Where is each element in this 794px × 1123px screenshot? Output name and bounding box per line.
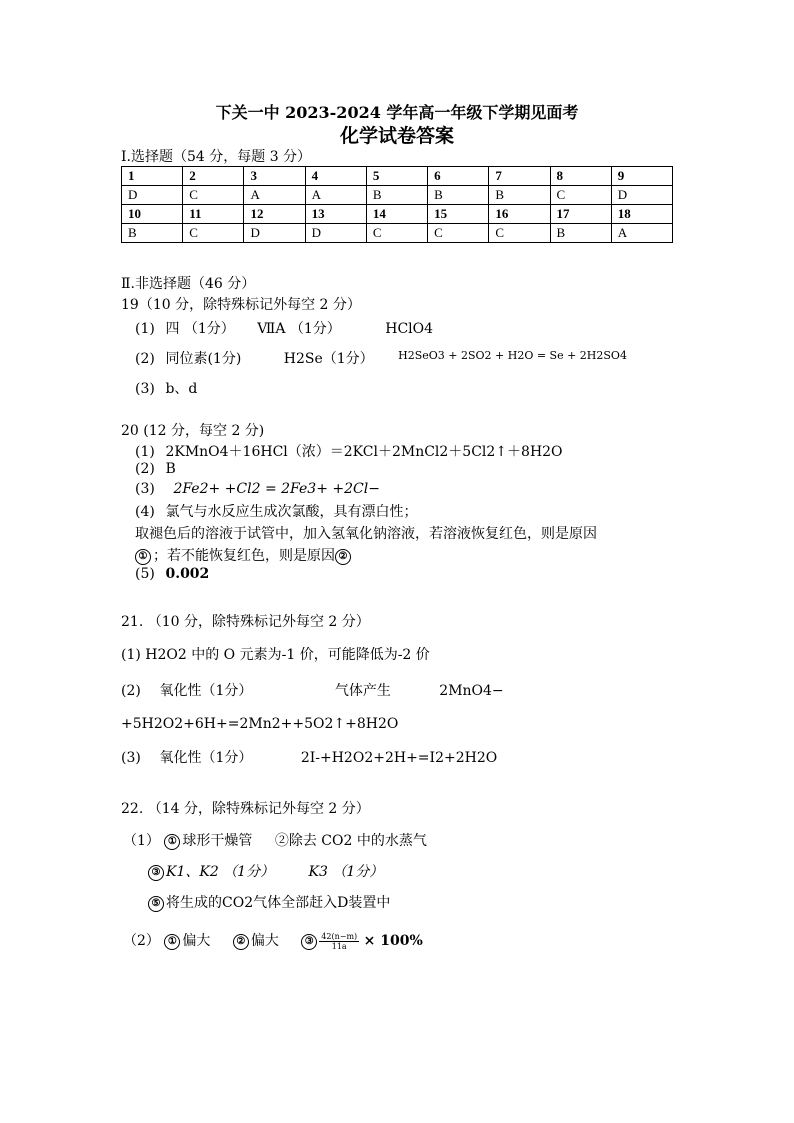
q22-p1-e: 将生成的CO2气体全部赶入D装置中 [166, 895, 391, 911]
q21-p2-label: (2) [121, 683, 141, 699]
circled-5: ⑤ [148, 896, 164, 912]
q20-part5 [135, 566, 209, 582]
table-cell: D [611, 186, 672, 205]
table-cell: 14 [366, 205, 427, 224]
q20-p4-a: 氯气与水反应生成次氯酸，具有漂白性； [165, 504, 418, 520]
circled-1: ① [164, 934, 180, 950]
table-cell: A [244, 186, 305, 205]
q20-heading: 20 (12 分，每空 2 分) [121, 423, 265, 439]
table-cell: 1 [122, 167, 183, 186]
q19-p1-label: (1) [135, 321, 155, 337]
table-cell: B [489, 186, 550, 205]
q20-p1-label: (1) [135, 444, 155, 460]
fraction [319, 932, 359, 951]
q19-part3 [135, 378, 197, 398]
table-cell: 16 [489, 205, 550, 224]
q21-p3-label: (3) [121, 750, 141, 766]
q22-p1-b: ②除去 CO2 中的水蒸气 [274, 833, 427, 849]
table-cell: 9 [611, 167, 672, 186]
q19-p1-a: 四 （1分） [165, 321, 235, 337]
q19-p1-c: HClO4 [385, 321, 434, 337]
fraction-denominator: 11a [331, 941, 347, 951]
q21-p2-a: 氧化性（1分） [159, 683, 253, 699]
circled-1: ① [164, 834, 180, 850]
q20-part4 [135, 501, 417, 521]
circled-3: ③ [301, 934, 317, 950]
q20-p3-label: (3) [135, 481, 155, 497]
q20-p5-label: (5) [135, 566, 155, 582]
q22-p1-e-row [148, 892, 390, 912]
circled-3: ③ [148, 865, 164, 881]
table-cell: 6 [428, 167, 489, 186]
table-cell: C [428, 224, 489, 243]
table-cell: 17 [550, 205, 611, 224]
table-cell: 10 [122, 205, 183, 224]
table-cell: 5 [366, 167, 427, 186]
table-cell: B [428, 186, 489, 205]
table-cell: 18 [611, 205, 672, 224]
q19-p2-c: H2SeO3 + 2SO2 + H2O = Se + 2H2SO4 [398, 349, 627, 362]
table-cell: D [305, 224, 366, 243]
q22-part2 [123, 930, 423, 951]
q22-heading: 22. （14 分，除特殊标记外每空 2 分） [121, 801, 370, 817]
q20-p2-a: B [165, 461, 176, 477]
q19-p2-label: (2) [135, 351, 155, 367]
table-cell: 12 [244, 205, 305, 224]
q22-p2-c-tail: × 100% [363, 933, 423, 949]
q21-heading: 21. （10 分，除特殊标记外每空 2 分） [121, 614, 370, 630]
q19-p3-label: (3) [135, 381, 155, 397]
section2-heading: Ⅱ.非选择题（46 分） [121, 276, 256, 292]
table-cell: 2 [183, 167, 244, 186]
q22-p1-c: K1、K2 （1分） [166, 864, 275, 880]
circled-1: ① [135, 549, 151, 565]
q20-part2 [135, 461, 176, 477]
table-cell: 13 [305, 205, 366, 224]
q22-p2-b: 偏大 [250, 933, 279, 949]
table-cell: 15 [428, 205, 489, 224]
table-cell: B [366, 186, 427, 205]
table-row [122, 167, 673, 186]
answer-title: 化学试卷答案 [339, 125, 454, 147]
table-cell: 4 [305, 167, 366, 186]
table-cell: 8 [550, 167, 611, 186]
answer-table [121, 166, 673, 243]
q21-p2-d: +5H2O2+6H+=2Mn2++5O2↑+8H2O [121, 716, 399, 732]
circled-2: ② [335, 549, 351, 565]
q21-part3 [121, 747, 497, 767]
q22-p1-d: K3 （1分） [308, 864, 384, 880]
q22-p1-a: 球形干燥管 [182, 833, 253, 849]
table-cell: D [244, 224, 305, 243]
q19-p2-b: H2Se（1分） [283, 351, 374, 367]
q20-p4-b: 取褪色后的溶液于试管中，加入氢氧化钠溶液，若溶液恢复红色，则是原因 [135, 526, 597, 542]
q22-p1-label: （1） [123, 833, 160, 849]
q22-p1-c-row [148, 861, 383, 881]
q19-p1-b: ⅦA （1分） [257, 321, 341, 337]
q20-part1 [135, 441, 563, 461]
q22-part1 [123, 830, 427, 850]
table-cell: C [550, 186, 611, 205]
q19-part1 [135, 318, 433, 338]
q19-part2 [135, 348, 627, 368]
table-cell: 11 [183, 205, 244, 224]
exam-title: 下关一中 2023-2024 学年高一年级下学期见面考 [215, 103, 579, 122]
table-cell: 3 [244, 167, 305, 186]
q20-p3-a: 2Fe2+ +Cl2 = 2Fe3+ +2Cl− [173, 481, 380, 497]
q20-p1-a: 2KMnO4＋16HCl（浓）＝2KCl＋2MnCl2＋5Cl2↑＋8H2O [165, 444, 563, 460]
q20-p4-c [135, 545, 353, 565]
circled-2: ② [233, 934, 249, 950]
table-cell: A [611, 224, 672, 243]
table-cell: D [122, 186, 183, 205]
section1-heading: Ⅰ.选择题（54 分，每题 3 分） [121, 149, 312, 165]
q20-p4-c-text: ；若不能恢复红色，则是原因 [153, 548, 335, 564]
table-cell: 7 [489, 167, 550, 186]
table-cell: B [550, 224, 611, 243]
table-row [122, 205, 673, 224]
q22-p2-a: 偏大 [182, 933, 211, 949]
q20-p5-a: 0.002 [165, 566, 210, 582]
q21-p3-b: 2I-+H2O2+2H+=I2+2H2O [300, 750, 498, 766]
q20-p4-label: (4) [135, 504, 155, 520]
q20-part3 [135, 481, 380, 497]
q21-part2 [121, 680, 504, 700]
q22-p2-label: （2） [123, 933, 160, 949]
q21-p2-b: 气体产生 [334, 683, 391, 699]
table-cell: A [305, 186, 366, 205]
q19-p3-a: b、d [165, 381, 198, 397]
q21-part1: (1) H2O2 中的 O 元素为-1 价，可能降低为-2 价 [121, 647, 430, 663]
q21-p3-a: 氧化性（1分） [159, 750, 253, 766]
table-row [122, 186, 673, 205]
table-row [122, 224, 673, 243]
table-cell: B [122, 224, 183, 243]
table-cell: C [489, 224, 550, 243]
q19-heading: 19（10 分，除特殊标记外每空 2 分） [121, 297, 361, 313]
table-cell: C [183, 186, 244, 205]
fraction-numerator: 42(n−m) [321, 931, 358, 941]
q20-p2-label: (2) [135, 461, 155, 477]
q19-p2-a: 同位素(1分) [165, 351, 242, 367]
q21-p2-c: 2MnO4− [439, 683, 504, 699]
table-cell: C [366, 224, 427, 243]
table-cell: C [183, 224, 244, 243]
